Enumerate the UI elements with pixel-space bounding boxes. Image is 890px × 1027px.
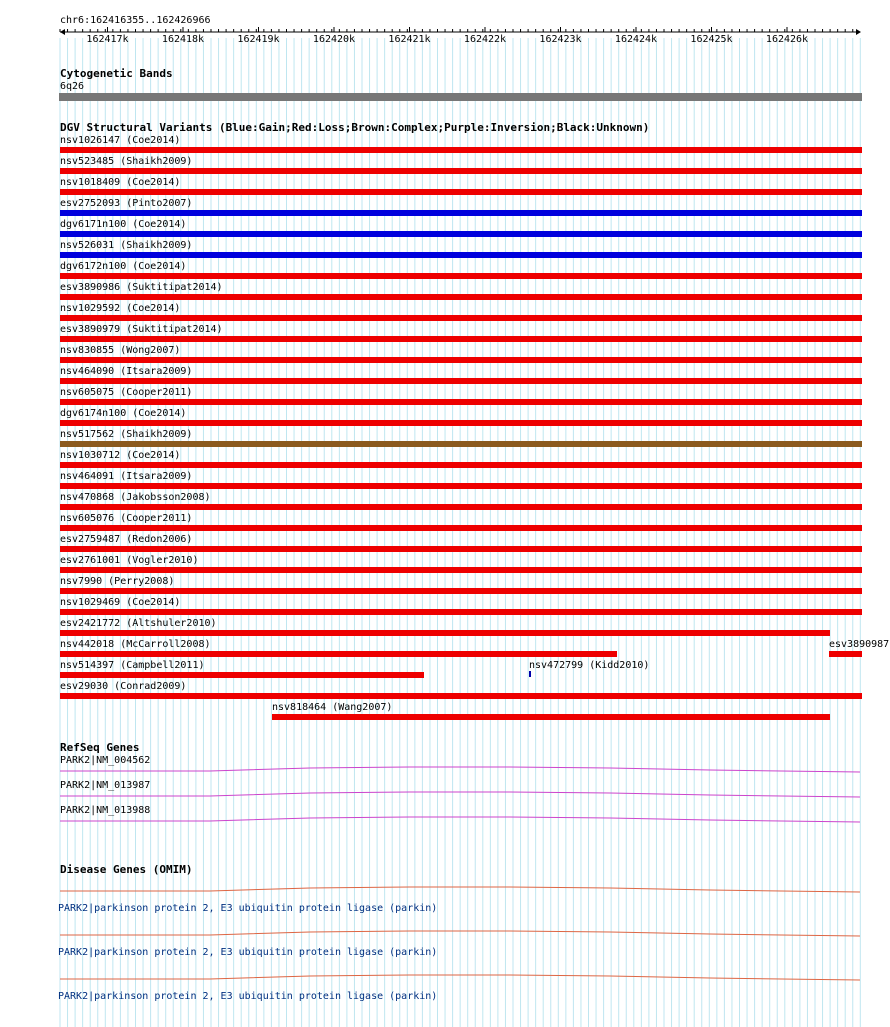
ruler-tick-label: 162424k bbox=[614, 34, 658, 45]
ruler-right-arrow-icon bbox=[856, 29, 861, 35]
variant-bar[interactable] bbox=[60, 231, 862, 237]
ruler-tick-label: 162418k bbox=[161, 34, 205, 45]
variant-bar[interactable] bbox=[60, 630, 830, 636]
ruler-tick-label: 162419k bbox=[237, 34, 280, 45]
variant-label: dgv6171n100 (Coe2014) bbox=[60, 219, 187, 230]
cytoband-bar[interactable] bbox=[59, 93, 862, 101]
variant-label: esv2421772 (Altshuler2010) bbox=[60, 618, 217, 629]
variant-bar[interactable] bbox=[60, 315, 862, 321]
variant-bar[interactable] bbox=[60, 399, 862, 405]
location-label: chr6:162416355..162426966 bbox=[60, 15, 211, 26]
variant-bar[interactable] bbox=[60, 462, 862, 468]
variant-bar[interactable] bbox=[60, 189, 862, 195]
variant-bar[interactable] bbox=[60, 441, 862, 447]
variant-label: esv2759487 (Redon2006) bbox=[60, 534, 193, 545]
variant-label: nsv470868 (Jakobsson2008) bbox=[60, 492, 211, 503]
variant-label: nsv514397 (Campbell2011) bbox=[60, 660, 205, 671]
variant-bar[interactable] bbox=[60, 420, 862, 426]
ruler-tick-label: 162420k bbox=[312, 34, 356, 45]
refseq-gene-label: PARK2|NM_013988 bbox=[60, 805, 151, 816]
ruler-tick-label: 162423k bbox=[539, 34, 582, 45]
variant-bar[interactable] bbox=[60, 651, 617, 657]
variant-bar[interactable] bbox=[60, 336, 862, 342]
omim-title: Disease Genes (OMIM) bbox=[60, 863, 193, 876]
variant-label: nsv1029592 (Coe2014) bbox=[60, 303, 181, 314]
refseq-title: RefSeq Genes bbox=[60, 741, 140, 754]
cytoband-title: Cytogenetic Bands bbox=[60, 67, 173, 80]
variant-label: nsv818464 (Wang2007) bbox=[272, 702, 393, 713]
variant-bar[interactable] bbox=[60, 252, 862, 258]
variant-bar[interactable] bbox=[60, 693, 862, 699]
variant-bar[interactable] bbox=[60, 672, 424, 678]
variant-label: nsv523485 (Shaikh2009) bbox=[60, 156, 193, 167]
variant-label: dgv6172n100 (Coe2014) bbox=[60, 261, 187, 272]
variant-label: esv2752093 (Pinto2007) bbox=[60, 198, 193, 209]
omim-gene-label[interactable]: PARK2|parkinson protein 2, E3 ubiquitin protein ligase (parkin) bbox=[58, 991, 438, 1002]
refseq-gene-label: PARK2|NM_013987 bbox=[60, 780, 151, 791]
variant-bar[interactable] bbox=[529, 671, 531, 677]
variant-label: nsv1030712 (Coe2014) bbox=[60, 450, 181, 461]
variant-bar[interactable] bbox=[60, 567, 862, 573]
variant-label: nsv1026147 (Coe2014) bbox=[60, 135, 181, 146]
ruler-tick-label: 162417k bbox=[86, 34, 129, 45]
omim-gene-label[interactable]: PARK2|parkinson protein 2, E3 ubiquitin protein ligase (parkin) bbox=[58, 947, 438, 958]
dgv-title: DGV Structural Variants (Blue:Gain;Red:Loss;Brown:Complex;Purple:Inversion;Black:Unknown) bbox=[60, 121, 650, 134]
variant-bar[interactable] bbox=[60, 483, 862, 489]
variant-bar[interactable] bbox=[60, 294, 862, 300]
variant-bar[interactable] bbox=[60, 378, 862, 384]
variant-bar[interactable] bbox=[829, 651, 862, 657]
variant-bar[interactable] bbox=[60, 273, 862, 279]
variant-label: nsv7990 (Perry2008) bbox=[60, 576, 175, 587]
variant-label: esv3890987 bbox=[829, 639, 890, 650]
variant-bar[interactable] bbox=[60, 210, 862, 216]
variant-label: nsv605076 (Cooper2011) bbox=[60, 513, 193, 524]
refseq-gene-model[interactable] bbox=[60, 767, 860, 772]
variant-bar[interactable] bbox=[60, 357, 862, 363]
ruler-tick-label: 162426k bbox=[765, 34, 809, 45]
variant-bar[interactable] bbox=[60, 588, 862, 594]
omim-gene-model[interactable] bbox=[60, 931, 860, 936]
refseq-gene-label: PARK2|NM_004562 bbox=[60, 755, 151, 766]
variant-bar[interactable] bbox=[60, 525, 862, 531]
variant-label: esv3890979 (Suktitipat2014) bbox=[60, 324, 223, 335]
variant-bar[interactable] bbox=[60, 546, 862, 552]
variant-label: nsv517562 (Shaikh2009) bbox=[60, 429, 193, 440]
variant-bar[interactable] bbox=[60, 609, 862, 615]
ruler-tick-label: 162421k bbox=[388, 34, 431, 45]
refseq-gene-model[interactable] bbox=[60, 792, 860, 797]
variant-label: nsv830855 (Wong2007) bbox=[60, 345, 181, 356]
ruler-tick-label: 162422k bbox=[463, 34, 507, 45]
variant-bar[interactable] bbox=[60, 504, 862, 510]
variant-label: nsv464090 (Itsara2009) bbox=[60, 366, 193, 377]
variant-bar[interactable] bbox=[60, 147, 862, 153]
ruler-tick-label: 162425k bbox=[690, 34, 733, 45]
omim-gene-model[interactable] bbox=[60, 975, 860, 980]
variant-label: esv3890986 (Suktitipat2014) bbox=[60, 282, 223, 293]
variant-label: nsv464091 (Itsara2009) bbox=[60, 471, 193, 482]
variant-bar[interactable] bbox=[60, 168, 862, 174]
variant-label: nsv442018 (McCarroll2008) bbox=[60, 639, 211, 650]
variant-bar[interactable] bbox=[272, 714, 830, 720]
variant-label: nsv1018409 (Coe2014) bbox=[60, 177, 181, 188]
cytoband-label: 6q26 bbox=[60, 81, 85, 92]
variant-label: nsv472799 (Kidd2010) bbox=[529, 660, 650, 671]
ruler-left-arrow-icon bbox=[60, 29, 65, 35]
ruler-axis[interactable] bbox=[0, 0, 890, 40]
variant-label: esv2761001 (Vogler2010) bbox=[60, 555, 199, 566]
variant-label: nsv605075 (Cooper2011) bbox=[60, 387, 193, 398]
refseq-gene-model[interactable] bbox=[60, 817, 860, 822]
omim-gene-model[interactable] bbox=[60, 887, 860, 892]
variant-label: dgv6174n100 (Coe2014) bbox=[60, 408, 187, 419]
variant-label: nsv1029469 (Coe2014) bbox=[60, 597, 181, 608]
variant-label: nsv526031 (Shaikh2009) bbox=[60, 240, 193, 251]
variant-label: esv29030 (Conrad2009) bbox=[60, 681, 187, 692]
omim-gene-label[interactable]: PARK2|parkinson protein 2, E3 ubiquitin protein ligase (parkin) bbox=[58, 903, 438, 914]
